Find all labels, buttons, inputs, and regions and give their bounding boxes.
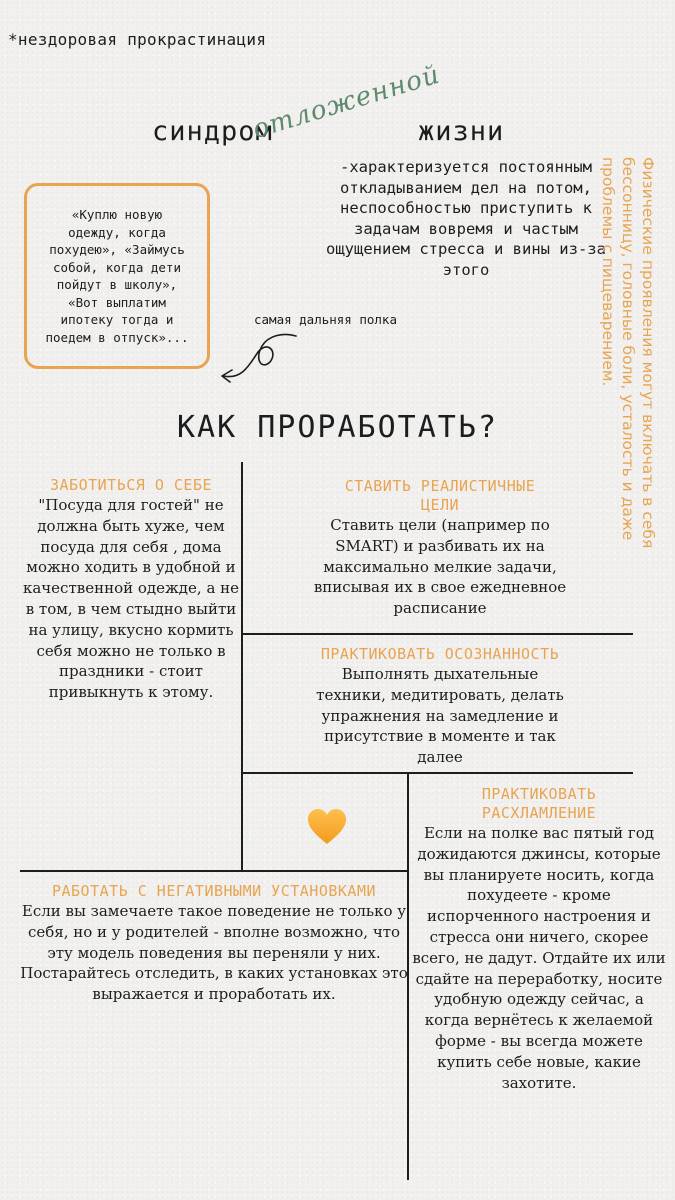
how-to-title: КАК ПРОРАБОТАТЬ? — [177, 410, 498, 445]
section-title: СТАВИТЬ РЕАЛИСТИЧНЫЕ ЦЕЛИ — [344, 477, 536, 514]
divider-horizontal-middle — [243, 772, 633, 774]
section-body: "Посуда для гостей" не должна быть хуже, чем посуда для себя , дома можно ходить в удобной и качественной одежде, а не в том, в чем стыдно выйти на улицу, вкусно кормить себя можно не только в праздники - стоит привыкнуть к этому. — [22, 496, 240, 702]
section-body: Если на полке вас пятый год дожидаются джинсы, которые вы планируете носить, когда похудеете - кроме испорченного настроения и стресса они ничего, скорее всего, не дадут. Отдайте их или сдайте на переработку, носите удобную одежду сейчас, а когда вернётесь к желаемой форме - вы всегда можете купить себе новые, какие захотите. — [412, 824, 666, 1092]
definition-text: -характеризуется постоянным откладыванием дел на потом, неспособностью приступить к задачам вовремя и частым ощущением стресса и вины из-за этого — [326, 158, 606, 279]
shelf-label: самая дальняя полка — [254, 312, 397, 327]
section-self-care — [20, 476, 242, 703]
section-title: ПРАКТИКОВАТЬ ОСОЗНАННОСТЬ — [320, 645, 560, 663]
section-body: Если вы замечаете такое поведение не только у себя, но и у родителей - вполне возможно, что эту модель поведения вы переняли у них. Постарайтесь отследить, в каких установках это выражается и проработать их. — [20, 902, 408, 1004]
divider-horizontal-top — [243, 633, 633, 635]
swirl-arrow-icon — [210, 322, 310, 388]
section-body: Выполнять дыхательные техники, медитировать, делать упражнения на замедление и присутствие в моменте и так далее — [316, 665, 564, 767]
title-script-word: отложенной — [249, 59, 444, 145]
orange-heart-icon — [306, 807, 348, 847]
quote-box — [24, 183, 210, 369]
section-declutter — [410, 785, 668, 1093]
title-left: синдром — [152, 116, 273, 147]
vertical-note-text: Физические проявления могут включать в себя бессонницу, головные боли, усталость и даже проблемы с пищеварением. — [599, 157, 657, 549]
section-goals — [250, 477, 630, 619]
quote-text: «Куплю новую одежду, когда похудею», «Займусь собой, когда дети пойдут в школу», «Вот выплатим ипотеку тогда и поедем в отпуск»... — [45, 207, 189, 345]
section-title: РАБОТАТЬ С НЕГАТИВНЫМИ УСТАНОВКАМИ — [51, 882, 377, 900]
section-attitudes — [20, 882, 408, 1005]
section-title: ПРАКТИКОВАТЬ РАСХЛАМЛЕНИЕ — [481, 785, 597, 822]
tagline: *нездоровая прокрастинация — [8, 30, 267, 49]
section-mindfulness — [250, 645, 630, 768]
divider-horizontal-bottom — [20, 870, 409, 872]
title-right: жизни — [418, 116, 505, 147]
section-title: ЗАБОТИТЬСЯ О СЕБЕ — [49, 476, 213, 494]
section-body: Ставить цели (например по SMART) и разбивать их на максимально мелкие задачи, вписывая их в свое ежедневное расписание — [313, 516, 567, 618]
